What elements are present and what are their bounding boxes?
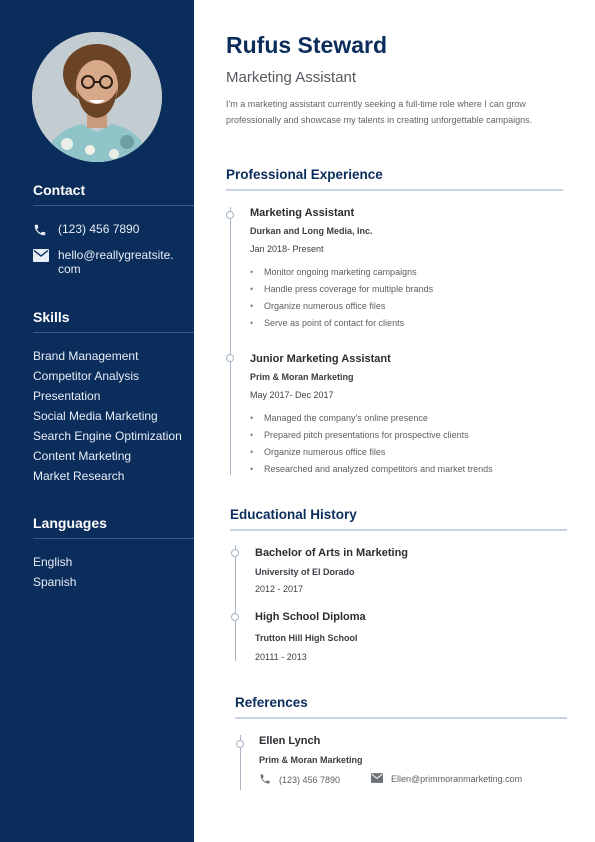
phone-icon [33, 223, 49, 240]
mail-icon [33, 249, 49, 265]
reference-company: Prim & Moran Marketing [259, 755, 363, 765]
reference-name: Ellen Lynch [259, 735, 321, 747]
education-divider [230, 529, 567, 531]
job-dates: May 2017- Dec 2017 [250, 390, 334, 400]
skill-item: Market Research [33, 469, 125, 483]
education-degree: Bachelor of Arts in Marketing [255, 547, 409, 559]
languages-list [33, 555, 76, 595]
education-dates: 2012 - 2017 [255, 584, 304, 594]
education-school: University of El Dorado [255, 567, 355, 577]
mail-icon [371, 773, 383, 785]
skill-item: Social Media Marketing [33, 409, 158, 423]
contact-email [33, 248, 174, 276]
experience-heading: Professional Experience [226, 167, 383, 182]
job-bullet: • Researched and analyzed competitors and market trends [250, 463, 493, 480]
timeline-dot [231, 549, 239, 557]
timeline-dot [226, 354, 234, 362]
contact-phone-text: (123) 456 7890 [58, 222, 140, 236]
references-divider [235, 717, 567, 719]
education-dates: 20111 - 2013 [255, 652, 307, 662]
skills-divider [33, 332, 194, 333]
skill-item: Brand Management [33, 349, 139, 363]
contact-heading: Contact [33, 182, 86, 198]
education-school: Trutton Hill High School [255, 633, 358, 643]
language-item: Spanish [33, 575, 77, 589]
phone-icon [259, 773, 271, 787]
reference-phone-text: (123) 456 7890 [279, 775, 341, 785]
profile-summary: I'm a marketing assistant currently seeking a full-time role where I can grow professionally and showcase my talents in creating unforgettable campaigns. [226, 99, 533, 125]
contact-phone [33, 222, 139, 240]
skills-heading: Skills [33, 309, 70, 325]
job-bullet: • Organize numerous office files [250, 446, 493, 463]
timeline-dot [236, 740, 244, 748]
job-bullet: • Prepared pitch presentations for prospective clients [250, 429, 493, 446]
job-bullet: • Monitor ongoing marketing campaigns [250, 266, 433, 283]
job-company: Durkan and Long Media, Inc. [250, 226, 373, 236]
job-title: Junior Marketing Assistant [250, 353, 391, 365]
job-bullets [250, 266, 433, 334]
job-title: Marketing Assistant [250, 207, 355, 219]
skill-item: Content Marketing [33, 449, 132, 463]
job-dates: Jan 2018- Present [250, 244, 324, 254]
reference-email-text: Ellen@primmoranmarketing.com [391, 774, 523, 784]
job-bullet: • Serve as point of contact for clients [250, 317, 433, 334]
experience-divider [226, 189, 563, 191]
skills-list [33, 349, 182, 489]
languages-heading: Languages [33, 515, 107, 531]
languages-divider [33, 538, 194, 539]
job-company: Prim & Moran Marketing [250, 372, 354, 382]
contact-email-line1: hello@reallygreatsite. [58, 248, 174, 262]
education-heading: Educational History [230, 507, 357, 522]
skill-item: Presentation [33, 389, 101, 403]
references-heading: References [235, 695, 308, 710]
education-timeline [235, 545, 236, 661]
job-bullet: • Organize numerous office files [250, 300, 433, 317]
skill-item: Search Engine Optimization [33, 429, 182, 443]
experience-timeline [230, 207, 231, 475]
contact-divider [33, 205, 194, 206]
reference-phone [259, 773, 340, 787]
skill-item: Competitor Analysis [33, 369, 140, 383]
job-bullets [250, 412, 493, 480]
candidate-role: Marketing Assistant [226, 69, 357, 86]
job-bullet: • Managed the company's online presence [250, 412, 493, 429]
reference-email [371, 773, 522, 785]
timeline-dot [231, 613, 239, 621]
language-item: English [33, 555, 73, 569]
contact-email-line2: com [58, 262, 81, 276]
sidebar [0, 0, 194, 842]
candidate-name: Rufus Steward [226, 32, 388, 58]
job-bullet: • Handle press coverage for multiple brands [250, 283, 433, 300]
education-degree: High School Diploma [255, 611, 366, 623]
timeline-dot [226, 211, 234, 219]
profile-photo [32, 32, 162, 162]
